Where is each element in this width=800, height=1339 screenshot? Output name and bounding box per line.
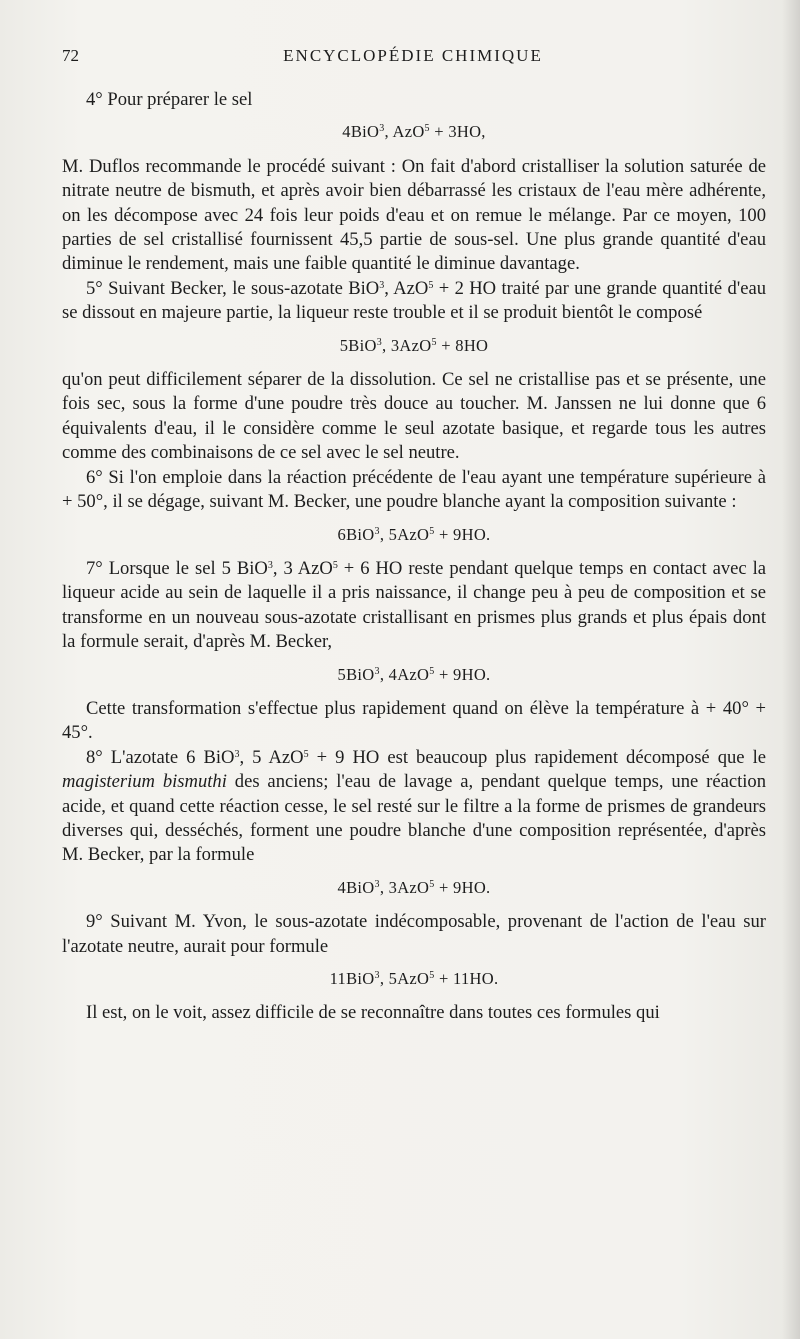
section-4-intro: 4° Pour préparer le sel bbox=[86, 89, 253, 110]
page-header bbox=[62, 46, 764, 72]
latin-term: magisterium bismuthi bbox=[62, 771, 227, 793]
section-9-text: 9° Suivant M. Yvon, le sous-azotate indécomposable, provenant de l'action de l'eau sur l'azotate neutre, aurait pour formule bbox=[62, 911, 766, 957]
formula-5: 4BiO$^3$, 3AzO$^5$ + 9HO. bbox=[337, 877, 491, 897]
page-body bbox=[62, 88, 766, 1026]
section-5-text: 5° Suivant Becker, le sous-azotate BiO$^3$, AzO$^5$ + 2 HO traité par une grande quantité d'eau se dissout en majeure partie, la liqueur reste trouble et il se produit bientôt le composé bbox=[62, 277, 766, 324]
formula-1: 4BiO$^3$, AzO$^5$ + 3HO, bbox=[342, 122, 486, 142]
page-number: 72 bbox=[62, 46, 79, 65]
formula-3: 6BiO$^3$, 5AzO$^5$ + 9HO. bbox=[337, 524, 491, 544]
section-7-text: 7° Lorsque le sel 5 BiO$^3$, 3 AzO$^5$ + 6 HO reste pendant quelque temps en contact avec la liqueur acide au sein de laquelle il a pris naissance, il change peu à peu de composition et se transforme en un nouveau sous-azotate cristallisant en prismes plus grands et plus épais dont la formule serait, d'après M. Becker, bbox=[62, 557, 767, 653]
page-edge-shadow bbox=[782, 0, 800, 1339]
section-8-text: 8° L'azotate 6 BiO$^3$, 5 AzO$^5$ + 9 HO est beaucoup plus rapidement décomposé que le magisterium bismuthi des anciens; l'eau de lavage a, pendant quelque temps, une réaction acide, et quand cette réaction cesse, le sel resté sur le filtre a la forme de prismes de grandeurs diverses qui, desséchés, forment une poudre blanche d'une composition représentée, d'après M. Becker, par la formule bbox=[62, 746, 767, 866]
formula-6: 11BiO$^3$, 5AzO$^5$ + 11HO. bbox=[329, 969, 499, 988]
section-4-text: M. Duflos recommande le procédé suivant : On fait d'abord cristalliser la solution saturée de nitrate neutre de bismuth, et après avoir bien débarrassé les cristaux de l'eau mère adhérente, on les décompose avec 24 fois leur poids d'eau et on remue le mélange. Par ce moyen, 100 parties de sel cristallisé fournissent 45,5 partie de sous-sel. Une plus grande quantité d'eau diminue le rendement, mais une faible quantité le diminue davantage. bbox=[62, 155, 766, 275]
running-head: ENCYCLOPÉDIE CHIMIQUE bbox=[283, 46, 543, 65]
section-7-continuation: Cette transformation s'effectue plus rapidement quand on élève la température à + 40° + 45°. bbox=[62, 697, 766, 744]
section-6-text: 6° Si l'on emploie dans la réaction précédente de l'eau ayant une température supérieure à + 50°, il se dégage, suivant M. Becker, une poudre blanche ayant la composition suivante : bbox=[62, 466, 766, 513]
final-line: Il est, on le voit, assez difficile de se reconnaître dans toutes ces formules qui bbox=[86, 1002, 660, 1024]
section-5-continuation: qu'on peut difficilement séparer de la dissolution. Ce sel ne cristallise pas et se présente, une fois sec, sous la forme d'une poudre très douce au toucher. M. Janssen ne lui donne que 6 équivalents d'eau, il le considère comme le seul azotate basique, et regarde tous les autres comme des combinaisons de ce sel avec le sel neutre. bbox=[62, 369, 766, 464]
formula-4: 5BiO$^3$, 4AzO$^5$ + 9HO. bbox=[337, 664, 491, 684]
formula-2: 5BiO$^3$, 3AzO$^5$ + 8HO bbox=[339, 335, 489, 355]
